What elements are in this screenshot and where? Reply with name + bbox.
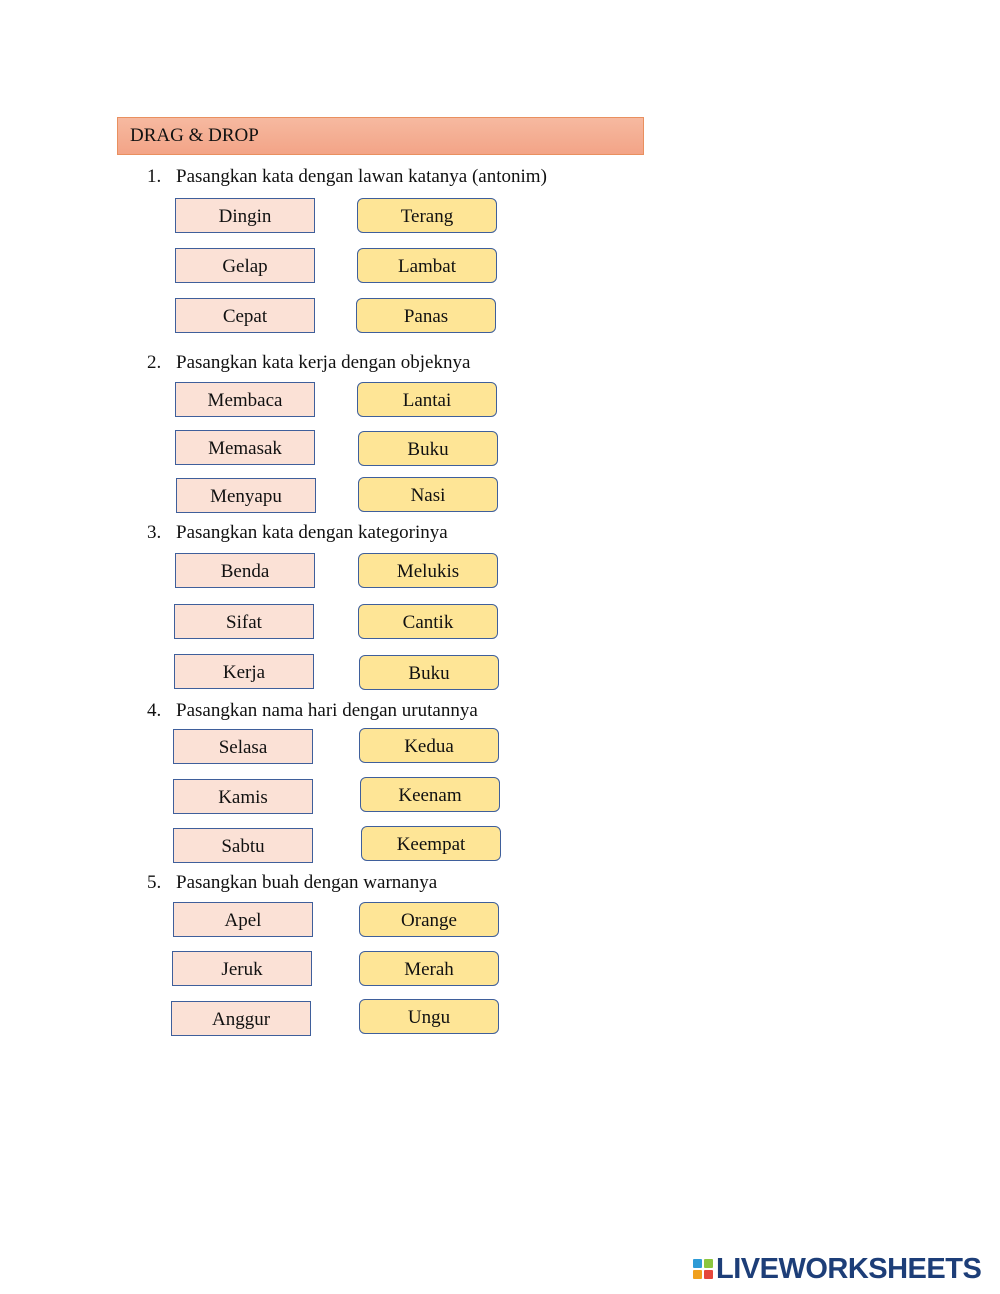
logo-grid-icon <box>693 1259 713 1279</box>
question-number: 3. <box>147 522 162 543</box>
drag-item-selasa[interactable]: Selasa <box>173 729 313 764</box>
drag-item-menyapu[interactable]: Menyapu <box>176 478 316 513</box>
header-title: DRAG & DROP <box>130 125 259 146</box>
question-5-title <box>147 872 437 894</box>
brand-name: LIVEWORKSHEETS <box>716 1252 982 1285</box>
drop-target-kedua[interactable]: Kedua <box>359 728 499 763</box>
drop-target-keempat[interactable]: Keempat <box>361 826 501 861</box>
drop-target-nasi[interactable]: Nasi <box>358 477 498 512</box>
question-3-title <box>147 522 448 544</box>
drag-item-kerja[interactable]: Kerja <box>174 654 314 689</box>
drop-target-panas[interactable]: Panas <box>356 298 496 333</box>
header-banner <box>117 117 644 155</box>
drag-item-gelap[interactable]: Gelap <box>175 248 315 283</box>
drop-target-melukis[interactable]: Melukis <box>358 553 498 588</box>
question-text: Pasangkan nama hari dengan urutannya <box>176 700 478 721</box>
drag-item-memasak[interactable]: Memasak <box>175 430 315 465</box>
question-number: 5. <box>147 872 162 893</box>
drag-item-benda[interactable]: Benda <box>175 553 315 588</box>
drop-target-terang[interactable]: Terang <box>357 198 497 233</box>
drop-target-buku[interactable]: Buku <box>359 655 499 690</box>
question-number: 4. <box>147 700 162 721</box>
drop-target-keenam[interactable]: Keenam <box>360 777 500 812</box>
drag-item-cepat[interactable]: Cepat <box>175 298 315 333</box>
drop-target-cantik[interactable]: Cantik <box>358 604 498 639</box>
drag-item-jeruk[interactable]: Jeruk <box>172 951 312 986</box>
drag-item-sabtu[interactable]: Sabtu <box>173 828 313 863</box>
drag-item-sifat[interactable]: Sifat <box>174 604 314 639</box>
question-number: 1. <box>147 166 162 187</box>
drop-target-merah[interactable]: Merah <box>359 951 499 986</box>
logo-square-e <box>704 1270 713 1279</box>
drag-item-kamis[interactable]: Kamis <box>173 779 313 814</box>
question-number: 2. <box>147 352 162 373</box>
drag-item-membaca[interactable]: Membaca <box>175 382 315 417</box>
drag-item-anggur[interactable]: Anggur <box>171 1001 311 1036</box>
logo-square-l <box>693 1259 702 1268</box>
drop-target-lantai[interactable]: Lantai <box>357 382 497 417</box>
question-text: Pasangkan buah dengan warnanya <box>176 872 438 893</box>
drag-item-dingin[interactable]: Dingin <box>175 198 315 233</box>
drop-target-lambat[interactable]: Lambat <box>357 248 497 283</box>
logo-square-v <box>693 1270 702 1279</box>
drag-item-apel[interactable]: Apel <box>173 902 313 937</box>
logo-square-i <box>704 1259 713 1268</box>
question-2-title <box>147 352 470 374</box>
question-text: Pasangkan kata dengan kategorinya <box>176 522 448 543</box>
drop-target-buku[interactable]: Buku <box>358 431 498 466</box>
question-text: Pasangkan kata dengan lawan katanya (antonim) <box>176 166 547 187</box>
question-4-title <box>147 700 478 722</box>
liveworksheets-logo <box>693 1254 981 1284</box>
question-text: Pasangkan kata kerja dengan objeknya <box>176 352 471 373</box>
question-1-title <box>147 166 547 188</box>
drop-target-ungu[interactable]: Ungu <box>359 999 499 1034</box>
drop-target-orange[interactable]: Orange <box>359 902 499 937</box>
